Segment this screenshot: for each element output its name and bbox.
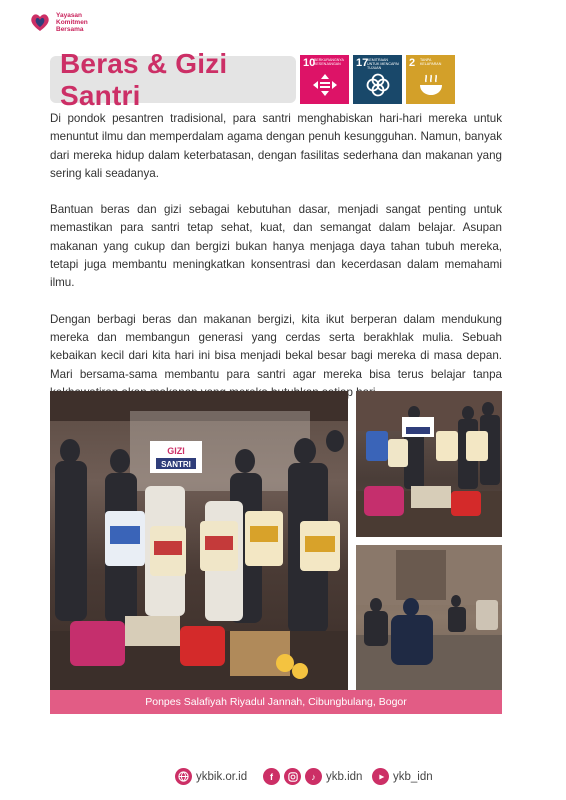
- website-text[interactable]: ykbik.or.id: [196, 770, 248, 783]
- food-bowl-icon: [418, 72, 444, 98]
- heart-logo-icon: [28, 10, 52, 34]
- paragraph: Bantuan beras dan gizi sebagai kebutuhan dasar, menjadi sangat penting untuk memastikan para santri tetap sehat, kuat, dan semangat dalam belajar. Asupan makanan yang cukup dan bergizi bukan hanya menjaga daya tahan tubuh mereka, tetapi juga membantu meningkatkan konsentrasi dan kecerdasan dalam memahami ilmu.: [50, 203, 502, 290]
- sdg-badge-17: 17 KEMITRAAN UNTUK MENCAPAI TUJUAN: [353, 55, 402, 104]
- youtube-icon: [372, 768, 389, 785]
- photo-caption-bar: [50, 690, 502, 714]
- organization-name: Yayasan Komitmen Bersama: [56, 11, 88, 33]
- article-body: [50, 110, 502, 420]
- website-link[interactable]: [175, 768, 247, 785]
- title-bar: [50, 47, 296, 111]
- sdg-badge-2: 2 TANPA KELAPARAN: [406, 55, 455, 104]
- group-photo: [50, 391, 348, 690]
- photo-caption: Ponpes Salafiyah Riyadul Jannah, Cibungbulang, Bogor: [145, 696, 407, 708]
- sign-text-line1: GIZI: [167, 446, 185, 456]
- page-title: Beras & Gizi Santri: [60, 47, 228, 111]
- youtube-link[interactable]: [372, 768, 433, 785]
- paragraph: Dengan berbagi beras dan makanan bergizi, kita ikut berperan dalam mendukung mereka dan membangun generasi yang cerdas serta berakhlak mulia. Sebuah kebaikan kecil dari kita hari ini bisa menjadi bekal besar bagi mereka di masa depan. Mari bersama-sama membantu para santri agar mereka bisa terus belajar tanpa: [50, 312, 502, 381]
- partnership-rings-icon: [365, 72, 391, 98]
- equality-arrows-icon: [312, 72, 338, 98]
- handover-photo: [356, 391, 502, 537]
- instagram-icon[interactable]: [284, 768, 301, 785]
- organization-logo: [28, 10, 116, 34]
- social-handle[interactable]: ykb.idn: [326, 770, 363, 783]
- sdg-badge-10: 10 BERKURANGNYA KESENJANGAN: [300, 55, 349, 104]
- tiktok-icon[interactable]: ♪: [305, 768, 322, 785]
- social-links: [263, 768, 362, 785]
- facebook-icon[interactable]: f: [263, 768, 280, 785]
- footer: [0, 768, 566, 790]
- sign-text-line2: SANTRI: [161, 460, 191, 469]
- globe-icon: [175, 768, 192, 785]
- youtube-handle[interactable]: ykb_idn: [393, 770, 433, 783]
- meeting-photo: [356, 545, 502, 690]
- paragraph: Di pondok pesantren tradisional, para santri menghabiskan hari-hari mereka untuk menuntut ilmu dan memperdalam agama dengan penuh kesungguhan. Namun, banyak dari mereka hidup dalam keterbatasan, dengan fasilitas sederhana dan makanan yang sering kali seadanya.: [50, 112, 502, 180]
